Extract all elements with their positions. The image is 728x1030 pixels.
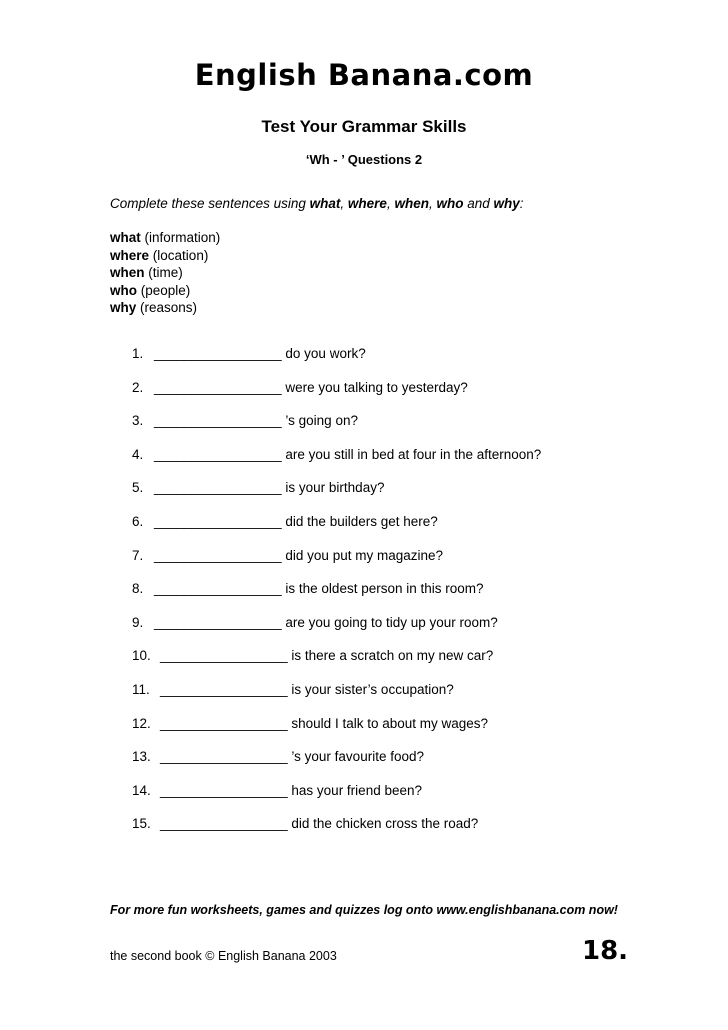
question-text: were you talking to yesterday? — [285, 379, 468, 395]
definition-meaning: (reasons) — [140, 300, 198, 315]
question-number: 8. — [132, 581, 144, 597]
answer-blank: _________________ — [160, 715, 288, 731]
definition-word: where — [110, 247, 150, 263]
question-number: 9. — [132, 614, 144, 630]
promo-note: For more fun worksheets, games and quizzes log onto www.englishbanana.com now! — [110, 903, 618, 917]
instructions-word-where: where — [347, 196, 387, 211]
question-number: 15. — [132, 816, 151, 832]
question-item — [132, 816, 541, 850]
question-text: should I talk to about my wages? — [291, 715, 489, 731]
instructions-prefix: Complete these sentences using — [110, 196, 310, 211]
answer-blank: _________________ — [160, 749, 288, 765]
page-number: 18. — [582, 936, 629, 966]
answer-blank: _________________ — [160, 782, 288, 798]
definition-meaning: (location) — [152, 247, 209, 263]
instructions-and: and — [463, 196, 494, 211]
instructions-suffix: : — [519, 196, 524, 211]
question-text: did the chicken cross the road? — [291, 816, 479, 832]
page-subtitle: ‘Wh - ’ Questions 2 — [305, 152, 423, 167]
question-item — [132, 514, 541, 548]
question-number: 3. — [132, 413, 144, 429]
instructions-word-why: why — [493, 196, 520, 211]
definition-word: what — [110, 230, 141, 245]
question-item — [132, 749, 541, 783]
question-text: do you work? — [285, 346, 366, 361]
question-list — [132, 346, 541, 850]
definition-item — [110, 247, 220, 265]
question-number: 13. — [132, 749, 151, 765]
instructions-word-who: who — [436, 196, 464, 211]
question-number: 12. — [132, 715, 151, 731]
question-item — [132, 413, 541, 447]
answer-blank: _________________ — [154, 346, 282, 361]
publisher-text: English Banana 2003 — [217, 949, 337, 963]
question-item — [132, 380, 541, 414]
instructions-word-when: when — [394, 196, 429, 211]
question-text: did the builders get here? — [285, 513, 438, 529]
question-number: 7. — [132, 547, 144, 563]
definition-item — [110, 264, 220, 282]
definition-meaning: (information) — [144, 230, 221, 245]
question-item — [132, 783, 541, 817]
page-title: Test Your Grammar Skills — [261, 117, 467, 136]
question-item — [132, 480, 541, 514]
question-item — [132, 548, 541, 582]
definition-word: why — [110, 300, 137, 315]
question-item — [132, 648, 541, 682]
question-item — [132, 447, 541, 481]
question-number: 11. — [132, 681, 150, 697]
definition-item — [110, 299, 220, 317]
instructions: Complete these sentences using what, where, when, who and why: — [110, 196, 524, 211]
definition-word: when — [110, 265, 145, 280]
question-text: ’s going on? — [285, 413, 358, 429]
definition-word: who — [110, 282, 137, 298]
question-item — [132, 581, 541, 615]
answer-blank: _________________ — [160, 648, 288, 664]
question-item — [132, 346, 541, 380]
answer-blank: _________________ — [154, 547, 282, 563]
question-text: is your sister’s occupation? — [291, 681, 454, 697]
brand-logo-text: English Banana.com — [194, 58, 534, 92]
definition-item — [110, 229, 220, 247]
answer-blank: _________________ — [154, 614, 282, 630]
question-number: 4. — [132, 446, 144, 462]
question-text: is the oldest person in this room? — [285, 581, 484, 597]
definitions-list — [110, 229, 220, 317]
question-number: 6. — [132, 513, 144, 529]
question-number: 5. — [132, 480, 144, 496]
answer-blank: _________________ — [154, 513, 282, 529]
question-number: 10. — [132, 648, 151, 664]
book-credit — [110, 949, 337, 963]
instructions-word-what: what — [309, 196, 341, 211]
question-text: has your friend been? — [291, 782, 422, 798]
definition-item — [110, 282, 220, 300]
question-item — [132, 615, 541, 649]
question-number: 1. — [132, 346, 144, 361]
definition-meaning: (people) — [140, 282, 191, 298]
definition-meaning: (time) — [148, 265, 183, 280]
answer-blank: _________________ — [160, 816, 288, 832]
question-number: 14. — [132, 782, 151, 798]
copyright-symbol: © — [205, 949, 215, 963]
question-item — [132, 682, 541, 716]
answer-blank: _________________ — [154, 581, 282, 597]
question-number: 2. — [132, 379, 144, 395]
answer-blank: _________________ — [154, 446, 282, 462]
book-name: the second book — [110, 949, 202, 963]
answer-blank: _________________ — [160, 681, 288, 697]
question-item — [132, 716, 541, 750]
answer-blank: _________________ — [154, 379, 282, 395]
question-text: are you still in bed at four in the afternoon? — [285, 446, 542, 462]
question-text: is your birthday? — [285, 480, 385, 496]
question-text: did you put my magazine? — [285, 547, 443, 563]
answer-blank: _________________ — [154, 480, 282, 496]
answer-blank: _________________ — [154, 413, 282, 429]
question-text: is there a scratch on my new car? — [291, 648, 494, 664]
question-text: are you going to tidy up your room? — [285, 614, 498, 630]
question-text: ’s your favourite food? — [291, 749, 424, 765]
